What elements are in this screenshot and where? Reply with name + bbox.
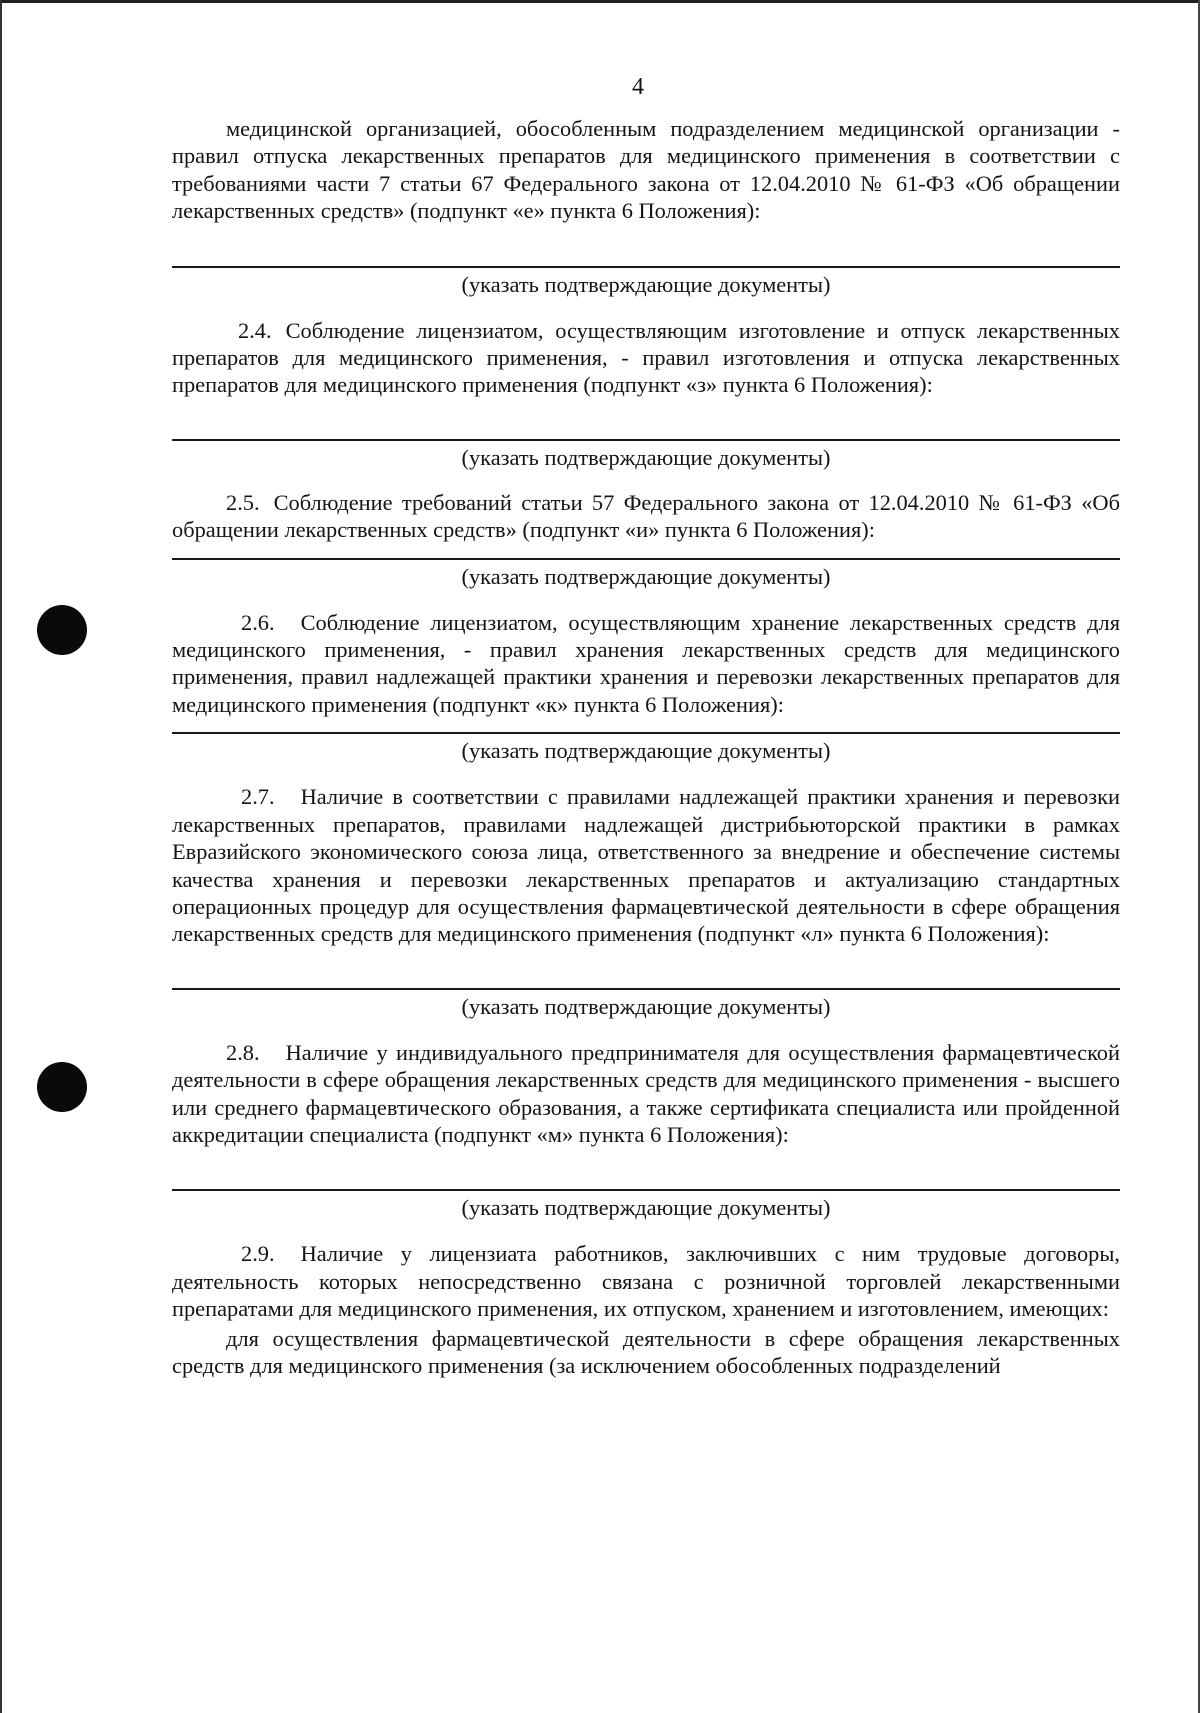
item-text: Соблюдение лицензиатом, осуществляющим изготовление и отпуск лекарственных препаратов для медицинского применения, - правил изготовления и отпуска лекарственных препаратов для медицинского применения (подпункт «з» пункта 6 Положения): (172, 317, 1120, 398)
fill-in-caption: (указать подтверждающие документы) (461, 444, 831, 470)
item-number: 2.5. (226, 489, 260, 515)
punch-hole (37, 605, 87, 655)
fill-in-caption: (указать подтверждающие документы) (461, 563, 831, 589)
document-body (172, 115, 1120, 1379)
paragraph-2-9 (172, 1240, 1120, 1322)
item-number: 2.7. (241, 784, 275, 810)
item-text: Наличие у индивидуального предпринимателя для осуществления фармацевтической деятельности в сфере обращения лекарственных средств для медицинского применения - высшего или среднего фармацевтического образования, а также сертификата специалиста или пройденной аккредитации специалиста (подпункт «м» пункта 6 Положения): (172, 1039, 1120, 1147)
paragraph-2-8 (172, 1039, 1120, 1149)
fill-in-caption: (указать подтверждающие документы) (461, 1195, 831, 1221)
item-text: Наличие в соответствии с правилами надлежащей практики хранения и перевозки лекарственных препаратов, правилами надлежащей дистрибьюторской практики в рамках Евразийского экономического союза лица, ответственного за внедрение и обеспечение системы качества хранения и перевозки лекарственных препаратов и актуализацию стандартных операционных процедур для осуществления фармацевтической деятельности в сфере обращения лекарственных средств для медицинского применения (подпункт «л» пункта 6 Положения): (172, 784, 1120, 947)
intro-paragraph: медицинской организацией, обособленным подразделением медицинской организации - правил отпуска лекарственных препаратов для медицинского применения в соответствии с требованиями части 7 статьи 67 Федерального закона от 12.04.2010 № 61-ФЗ «Об обращении лекарственных средств» (подпункт «е» пункта 6 Положения): (172, 116, 1120, 224)
fill-in-line (172, 732, 1120, 734)
fill-in-line (172, 439, 1120, 441)
scan-left-edge (0, 0, 2, 1713)
fill-in-line (172, 558, 1120, 560)
paragraph-2-5 (172, 489, 1120, 544)
item-number: 2.8. (226, 1039, 260, 1065)
page-number: 4 (632, 74, 644, 100)
final-paragraph: для осуществления фармацевтической деятельности в сфере обращения лекарственных средств для медицинского применения (за исключением обособленных подразделений (172, 1325, 1120, 1378)
fill-in-line (172, 266, 1120, 268)
item-text: Соблюдение требований статьи 57 Федерального закона от 12.04.2010 № 61-ФЗ «Об обращении лекарственных средств» (подпункт «и» пункта 6 Положения): (172, 489, 1120, 543)
fill-in-line (172, 1189, 1120, 1191)
item-text: Соблюдение лицензиатом, осуществляющим хранение лекарственных средств для медицинского применения, - правил хранения лекарственных средств для медицинского применения, правил надлежащей практики хранения и перевозки лекарственных препаратов для медицинского применения (подпункт «к» пункта 6 Положения): (172, 609, 1120, 717)
item-text: Наличие у лицензиата работников, заключивших с ним трудовые договоры, деятельность которых непосредственно связана с розничной торговлей лекарственными препаратами для медицинского применения, их отпуском, хранением и изготовлением, имеющих: (172, 1241, 1120, 1322)
item-number: 2.4. (238, 317, 272, 343)
fill-in-caption: (указать подтверждающие документы) (461, 271, 831, 297)
paragraph-2-6 (172, 609, 1120, 719)
fill-in-caption: (указать подтверждающие документы) (461, 738, 831, 764)
item-number: 2.9. (241, 1241, 275, 1267)
paragraph-2-4 (172, 317, 1120, 399)
item-number: 2.6. (241, 609, 275, 635)
paragraph-2-7 (172, 783, 1120, 947)
fill-in-line (172, 988, 1120, 990)
scan-top-edge (0, 0, 1200, 3)
punch-hole (37, 1062, 87, 1112)
fill-in-caption: (указать подтверждающие документы) (461, 993, 831, 1019)
